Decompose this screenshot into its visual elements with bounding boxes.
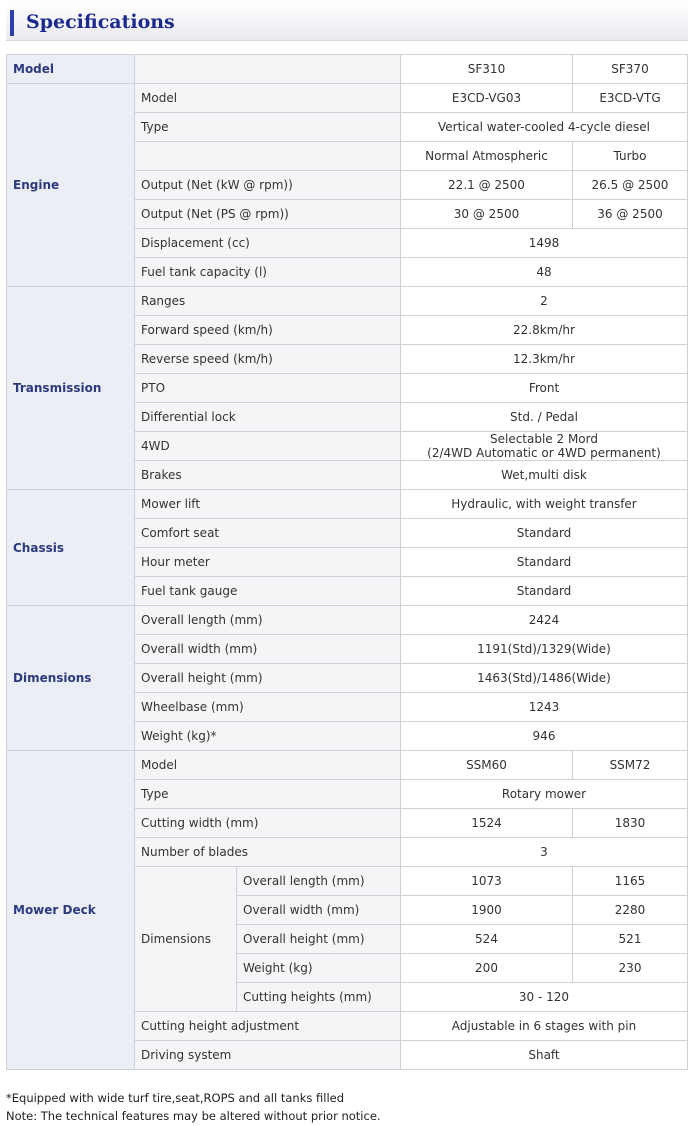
table-row	[7, 751, 688, 780]
fourwd-line-2: (2/4WD Automatic or 4WD permanent)	[427, 446, 661, 460]
cell-value: 1900	[401, 896, 573, 925]
cell-value: 1830	[573, 809, 688, 838]
row-label: Reverse speed (km/h)	[135, 345, 401, 374]
cell-value: Shaft	[401, 1041, 688, 1070]
cell-value: Turbo	[573, 142, 688, 171]
row-label: Type	[135, 113, 401, 142]
row-label: Mower lift	[135, 490, 401, 519]
cell-value: Std. / Pedal	[401, 403, 688, 432]
row-label: Fuel tank gauge	[135, 577, 401, 606]
table-row	[7, 55, 688, 84]
cell-value: 200	[401, 954, 573, 983]
subcategory-dimensions: Dimensions	[135, 867, 237, 1012]
page-title: Specifications	[26, 11, 175, 33]
row-label: Wheelbase (mm)	[135, 693, 401, 722]
cell-value: Adjustable in 6 stages with pin	[401, 1012, 688, 1041]
row-label: Forward speed (km/h)	[135, 316, 401, 345]
model-sf310: SF310	[401, 55, 573, 84]
cell-value: 1073	[401, 867, 573, 896]
cell-value: 3	[401, 838, 688, 867]
cell-value: 26.5 @ 2500	[573, 171, 688, 200]
cell-value: 36 @ 2500	[573, 200, 688, 229]
row-label: Model	[135, 751, 401, 780]
cell-value: 1243	[401, 693, 688, 722]
section-header	[6, 4, 688, 41]
cell-value: E3CD-VTG	[573, 84, 688, 113]
table-row	[7, 84, 688, 113]
row-label: Differential lock	[135, 403, 401, 432]
fourwd-line-1: Selectable 2 Mord	[489, 432, 598, 446]
row-label: Weight (kg)	[237, 954, 401, 983]
cell-value: 22.8km/hr	[401, 316, 688, 345]
row-label: Fuel tank capacity (l)	[135, 258, 401, 287]
row-label: Type	[135, 780, 401, 809]
cell-value: 48	[401, 258, 688, 287]
row-label: PTO	[135, 374, 401, 403]
row-label: Output (Net (PS @ rpm))	[135, 200, 401, 229]
row-label: Model	[135, 84, 401, 113]
category-mower-deck: Mower Deck	[7, 751, 135, 1070]
row-label: Cutting width (mm)	[135, 809, 401, 838]
row-label: Weight (kg)*	[135, 722, 401, 751]
row-label: Number of blades	[135, 838, 401, 867]
cell-value: 1524	[401, 809, 573, 838]
row-label: Overall length (mm)	[135, 606, 401, 635]
category-chassis: Chassis	[7, 490, 135, 606]
row-label: Overall width (mm)	[135, 635, 401, 664]
row-label: Overall height (mm)	[237, 925, 401, 954]
row-label: 4WD	[135, 432, 401, 461]
empty-cell	[135, 55, 401, 84]
cell-value: Standard	[401, 519, 688, 548]
cell-value: 22.1 @ 2500	[401, 171, 573, 200]
cell-value: 230	[573, 954, 688, 983]
cell-value: Wet,multi disk	[401, 461, 688, 490]
row-label: Ranges	[135, 287, 401, 316]
empty-cell	[135, 142, 401, 171]
row-label: Comfort seat	[135, 519, 401, 548]
cell-value: SSM60	[401, 751, 573, 780]
cell-value: Front	[401, 374, 688, 403]
cell-value-multiline	[401, 432, 688, 461]
cell-value: 1498	[401, 229, 688, 258]
cell-value: 2	[401, 287, 688, 316]
cell-value: 12.3km/hr	[401, 345, 688, 374]
table-row	[7, 287, 688, 316]
model-sf370: SF370	[573, 55, 688, 84]
cell-value: 30 - 120	[401, 983, 688, 1012]
category-transmission: Transmission	[7, 287, 135, 490]
category-engine: Engine	[7, 84, 135, 287]
cell-value: 30 @ 2500	[401, 200, 573, 229]
cell-value: 1463(Std)/1486(Wide)	[401, 664, 688, 693]
table-row	[7, 606, 688, 635]
cell-value: 1191(Std)/1329(Wide)	[401, 635, 688, 664]
row-label: Output (Net (kW @ rpm))	[135, 171, 401, 200]
cell-value: E3CD-VG03	[401, 84, 573, 113]
row-label: Cutting heights (mm)	[237, 983, 401, 1012]
cell-value: 521	[573, 925, 688, 954]
specifications-table	[6, 54, 688, 1070]
cell-value: Standard	[401, 548, 688, 577]
row-label: Overall width (mm)	[237, 896, 401, 925]
cell-value: Standard	[401, 577, 688, 606]
row-label: Overall height (mm)	[135, 664, 401, 693]
cell-value: Hydraulic, with weight transfer	[401, 490, 688, 519]
cell-value: 1165	[573, 867, 688, 896]
category-dimensions: Dimensions	[7, 606, 135, 751]
category-model: Model	[7, 55, 135, 84]
row-label: Hour meter	[135, 548, 401, 577]
cell-value: 2424	[401, 606, 688, 635]
footnote-equipment: *Equipped with wide turf tire,seat,ROPS and all tanks filled	[6, 1091, 345, 1105]
row-label: Brakes	[135, 461, 401, 490]
cell-value: Normal Atmospheric	[401, 142, 573, 171]
cell-value: SSM72	[573, 751, 688, 780]
cell-value: 946	[401, 722, 688, 751]
header-accent-bar	[10, 10, 14, 36]
cell-value: 524	[401, 925, 573, 954]
table-row	[7, 490, 688, 519]
row-label: Cutting height adjustment	[135, 1012, 401, 1041]
row-label: Overall length (mm)	[237, 867, 401, 896]
cell-value: Vertical water-cooled 4-cycle diesel	[401, 113, 688, 142]
footnote-notice: Note: The technical features may be altered without prior notice.	[6, 1109, 381, 1123]
row-label: Driving system	[135, 1041, 401, 1070]
cell-value: Rotary mower	[401, 780, 688, 809]
row-label: Displacement (cc)	[135, 229, 401, 258]
cell-value: 2280	[573, 896, 688, 925]
